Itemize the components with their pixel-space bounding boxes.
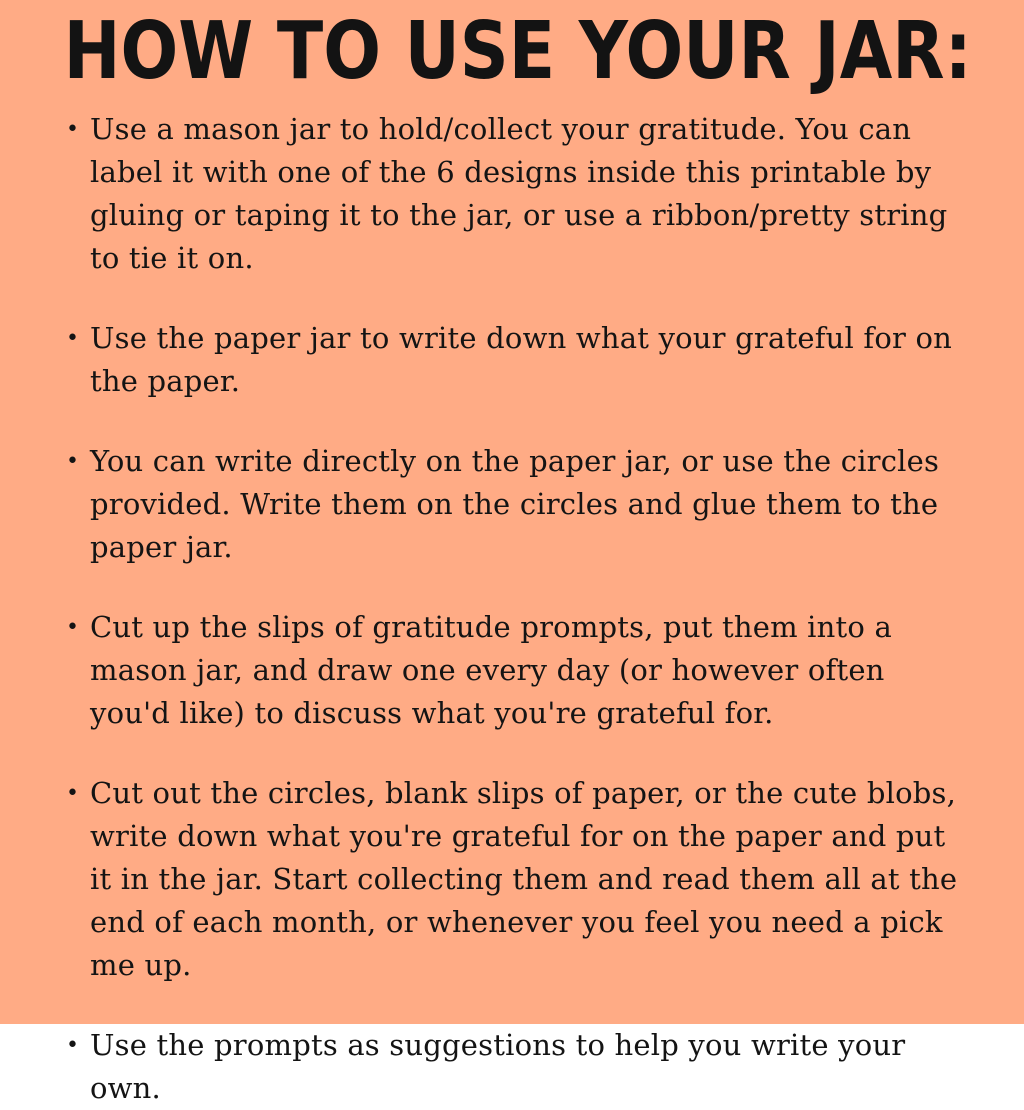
bullet-icon: • — [66, 781, 79, 806]
list-item — [66, 772, 1024, 987]
list-item — [66, 606, 1024, 735]
bullet-text: Use the paper jar to write down what your grateful for on the paper. — [90, 321, 953, 398]
bullet-text: Cut out the circles, blank slips of paper, or the cute blobs, write down what you're grateful for on the paper and put it in the jar. Start collecting them and read them all at the end of each month, or whenever you feel you need a pick me up. — [90, 776, 958, 982]
bullet-text: You can write directly on the paper jar, or use the circles provided. Write them on the circles and glue them to the paper jar. — [90, 444, 940, 564]
bullet-text: Cut up the slips of gratitude prompts, put them into a mason jar, and draw one every day (or however often you'd like) to discuss what you're grateful for. — [90, 610, 892, 730]
list-item — [66, 108, 1024, 280]
list-item — [66, 317, 1024, 403]
bullet-text: Use the prompts as suggestions to help you write your own. — [90, 1028, 906, 1105]
page-title: HOW TO USE YOUR JAR: — [63, 5, 972, 97]
bullet-icon: • — [66, 615, 79, 640]
bullet-icon: • — [66, 449, 79, 474]
instructions-list — [0, 108, 1024, 1110]
bullet-text: Use a mason jar to hold/collect your gratitude. You can label it with one of the 6 designs inside this printable by gluing or taping it to the jar, or use a ribbon/pretty string to tie it on. — [90, 112, 948, 275]
bullet-icon: • — [66, 117, 79, 142]
bullet-icon: • — [66, 1033, 79, 1058]
list-item — [66, 440, 1024, 569]
list-item — [66, 1024, 1024, 1110]
bullet-icon: • — [66, 326, 79, 351]
